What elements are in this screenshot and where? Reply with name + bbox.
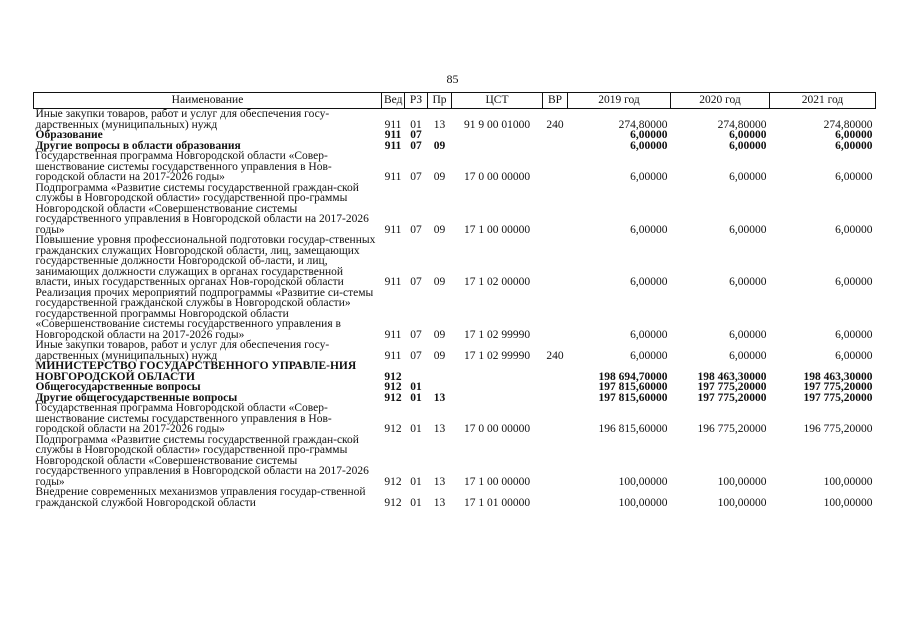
cell-2020: 6,00000 <box>729 129 767 141</box>
cell-2021: 6,00000 <box>835 139 873 152</box>
cell-name: Государственная программа Новгородской области «Совер-шенствование системы государственного управления в Нов-городской области на 2017-2026 годы» <box>35 402 332 435</box>
cell-ved: 911 <box>384 276 402 288</box>
cell-pr: 09 <box>433 349 446 362</box>
cell-2021: 6,00000 <box>835 349 873 362</box>
table-header-row <box>34 93 876 109</box>
table-row <box>34 235 876 288</box>
cell-name: Иные закупки товаров, работ и услуг для обеспечения госу-дарственных (муниципальных) нужд <box>35 108 330 131</box>
cell-2021: 100,00000 <box>823 496 873 509</box>
cell-vr <box>543 235 568 288</box>
table-row <box>34 361 876 382</box>
cell-pr <box>428 361 452 382</box>
cell-pr: 13 <box>433 423 446 435</box>
cell-2021: 6,00000 <box>835 276 873 288</box>
cell-2021: 6,00000 <box>835 171 873 183</box>
cell-2019: 274,80000 <box>618 118 668 131</box>
header-2019: 2019 год <box>568 93 671 109</box>
cell-name: Реализация прочих мероприятий подпрограммы «Развитие си-стемы государственной гражданской службы в Новгородской области» государственной программы Новгородской области «Совершенствование системы государственного управления в Новгородской области на 2017-2026 годы» <box>35 286 374 341</box>
cell-vr <box>543 151 568 183</box>
cell-rz: 07 <box>410 139 422 152</box>
cell-rz: 07 <box>410 328 422 341</box>
cell-name: Государственная программа Новгородской области «Совер-шенствование системы государственного управления в Нов-городской области на 2017-2026 годы» <box>35 150 332 183</box>
cell-2019: 100,00000 <box>618 475 668 488</box>
cell-rz: 01 <box>410 423 422 435</box>
cell-rz: 07 <box>410 349 422 362</box>
table-row <box>34 109 876 131</box>
table-row <box>34 130 876 141</box>
cell-vr <box>543 141 568 152</box>
cell-cst <box>452 382 543 393</box>
table-row <box>34 183 876 236</box>
cell-cst <box>452 130 543 141</box>
table-row <box>34 435 876 488</box>
cell-name: Повышение уровня профессиональной подготовки государ-ственных гражданских служащих Новгородской области, лиц, замещающих государственные должности Новгородской об-ласти, и лиц, занимающих должности служащих в органах государственной власти, иных государственных органах Нов-городской области <box>35 234 376 288</box>
table-row <box>34 151 876 183</box>
cell-2020: 274,80000 <box>717 118 767 131</box>
page-number: 85 <box>446 72 459 86</box>
cell-pr <box>428 130 452 141</box>
cell-vr: 240 <box>546 118 564 131</box>
header-ved: Вед <box>382 93 405 109</box>
header-rz: РЗ <box>405 93 428 109</box>
cell-2021: 6,00000 <box>835 129 873 141</box>
cell-pr: 09 <box>433 139 446 152</box>
cell-pr: 13 <box>433 118 446 131</box>
cell-2021: 198 463,30000 <box>803 370 873 383</box>
cell-2019: 100,00000 <box>618 496 668 509</box>
cell-2020: 197 775,20000 <box>697 381 767 393</box>
cell-vr: 240 <box>546 349 564 362</box>
cell-name: МИНИСТЕРСТВО ГОСУДАРСТВЕННОГО УПРАВЛЕ-НИЯ НОВГОРОДСКОЙ ОБЛАСТИ <box>35 360 357 383</box>
header-vr: ВР <box>543 93 568 109</box>
cell-ved: 912 <box>384 381 402 393</box>
cell-2019: 6,00000 <box>630 171 668 183</box>
table-row <box>34 382 876 393</box>
cell-ved: 911 <box>384 223 402 236</box>
cell-2019: 196 815,60000 <box>598 423 668 435</box>
cell-2019: 6,00000 <box>630 223 668 236</box>
cell-ved: 911 <box>384 349 402 362</box>
cell-pr <box>428 382 452 393</box>
cell-rz <box>405 361 428 382</box>
cell-name: Подпрограмма «Развитие системы государственной граждан-ской службы в Новгородской области» государственной про-граммы Новгородской области «Совершенствование системы государственного управления в Новгородской области на 2017-2026 годы» <box>35 433 369 488</box>
cell-2019: 6,00000 <box>630 139 668 152</box>
cell-ved: 912 <box>384 475 402 488</box>
header-cst: ЦСТ <box>452 93 543 109</box>
cell-ved: 912 <box>384 423 402 435</box>
cell-vr <box>543 183 568 236</box>
cell-ved: 912 <box>384 370 402 383</box>
cell-2019: 197 815,60000 <box>598 391 668 404</box>
cell-name: Образование <box>35 129 103 141</box>
cell-2020: 6,00000 <box>729 171 767 183</box>
cell-cst: 17 1 02 99990 <box>463 349 531 362</box>
cell-cst: 17 1 02 99990 <box>463 328 531 341</box>
cell-vr <box>543 393 568 404</box>
cell-pr: 09 <box>433 276 446 288</box>
cell-2020: 198 463,30000 <box>697 370 767 383</box>
cell-rz: 07 <box>410 129 422 141</box>
cell-vr <box>543 382 568 393</box>
cell-2020: 100,00000 <box>717 496 767 509</box>
cell-pr: 13 <box>433 496 446 509</box>
cell-2019: 197 815,60000 <box>598 381 668 393</box>
cell-ved: 911 <box>384 118 402 131</box>
cell-name: Другие вопросы в области образования <box>35 139 241 152</box>
cell-2020: 6,00000 <box>729 139 767 152</box>
cell-2021: 6,00000 <box>835 328 873 341</box>
header-pr: Пр <box>428 93 452 109</box>
cell-2019: 6,00000 <box>630 349 668 362</box>
cell-2020: 6,00000 <box>729 349 767 362</box>
table-row <box>34 288 876 341</box>
cell-2021: 197 775,20000 <box>803 391 873 404</box>
cell-vr <box>543 288 568 341</box>
cell-pr: 09 <box>433 328 446 341</box>
header-2021: 2021 год <box>770 93 876 109</box>
cell-pr: 09 <box>433 223 446 236</box>
table-row <box>34 487 876 508</box>
cell-2020: 196 775,20000 <box>697 423 767 435</box>
cell-rz: 07 <box>410 171 422 183</box>
cell-vr <box>543 403 568 435</box>
cell-rz: 01 <box>410 496 422 509</box>
cell-cst: 17 1 00 00000 <box>463 475 531 488</box>
cell-rz: 01 <box>410 475 422 488</box>
cell-2021: 196 775,20000 <box>803 423 873 435</box>
cell-vr <box>543 130 568 141</box>
cell-2020: 100,00000 <box>717 475 767 488</box>
cell-2021: 100,00000 <box>823 475 873 488</box>
cell-ved: 911 <box>384 171 402 183</box>
cell-name: Общегосударственные вопросы <box>35 381 201 393</box>
cell-ved: 911 <box>384 139 402 152</box>
cell-cst: 17 1 00 00000 <box>463 223 531 236</box>
cell-rz: 01 <box>410 118 422 131</box>
cell-2021: 197 775,20000 <box>803 381 873 393</box>
cell-2019: 6,00000 <box>630 276 668 288</box>
cell-vr <box>543 435 568 488</box>
cell-2020: 197 775,20000 <box>697 391 767 404</box>
cell-2020: 6,00000 <box>729 328 767 341</box>
cell-vr <box>543 361 568 382</box>
cell-name: Иные закупки товаров, работ и услуг для обеспечения госу-дарственных (муниципальных) нужд <box>35 339 330 362</box>
cell-name: Внедрение современных механизмов управления государ-ственной гражданской службой Новгородской области <box>35 486 366 509</box>
cell-cst: 17 0 00 00000 <box>463 171 531 183</box>
cell-pr: 09 <box>433 171 446 183</box>
cell-2020: 6,00000 <box>729 223 767 236</box>
cell-cst <box>452 141 543 152</box>
cell-2021: 274,80000 <box>823 118 873 131</box>
cell-cst: 17 1 01 00000 <box>463 496 531 509</box>
cell-2020: 6,00000 <box>729 276 767 288</box>
cell-cst: 17 0 00 00000 <box>463 423 531 435</box>
cell-rz: 01 <box>410 381 422 393</box>
cell-cst: 91 9 00 01000 <box>463 118 531 131</box>
cell-ved: 912 <box>384 496 402 509</box>
cell-2019: 6,00000 <box>630 129 668 141</box>
cell-cst: 17 1 02 00000 <box>463 276 531 288</box>
cell-2019: 198 694,70000 <box>598 370 668 383</box>
table-row <box>34 340 876 361</box>
cell-2019: 6,00000 <box>630 328 668 341</box>
table-body <box>34 109 876 509</box>
cell-cst <box>452 361 543 382</box>
cell-ved: 912 <box>384 391 402 404</box>
cell-pr: 13 <box>433 475 446 488</box>
cell-cst <box>452 393 543 404</box>
cell-ved: 911 <box>384 328 402 341</box>
cell-rz: 07 <box>410 223 422 236</box>
cell-rz: 07 <box>410 276 422 288</box>
cell-name: Подпрограмма «Развитие системы государственной граждан-ской службы в Новгородской области» государственной про-граммы Новгородской области «Совершенствование системы государственного управления в Новгородской области на 2017-2026 годы» <box>35 181 369 236</box>
cell-name: Другие общегосударственные вопросы <box>35 391 238 404</box>
cell-ved: 911 <box>384 129 402 141</box>
header-name: Наименование <box>34 93 382 109</box>
cell-rz: 01 <box>410 391 422 404</box>
table-row <box>34 403 876 435</box>
budget-table <box>33 92 876 508</box>
cell-2021: 6,00000 <box>835 223 873 236</box>
cell-pr: 13 <box>433 391 446 404</box>
header-2020: 2020 год <box>671 93 770 109</box>
cell-vr <box>543 487 568 508</box>
